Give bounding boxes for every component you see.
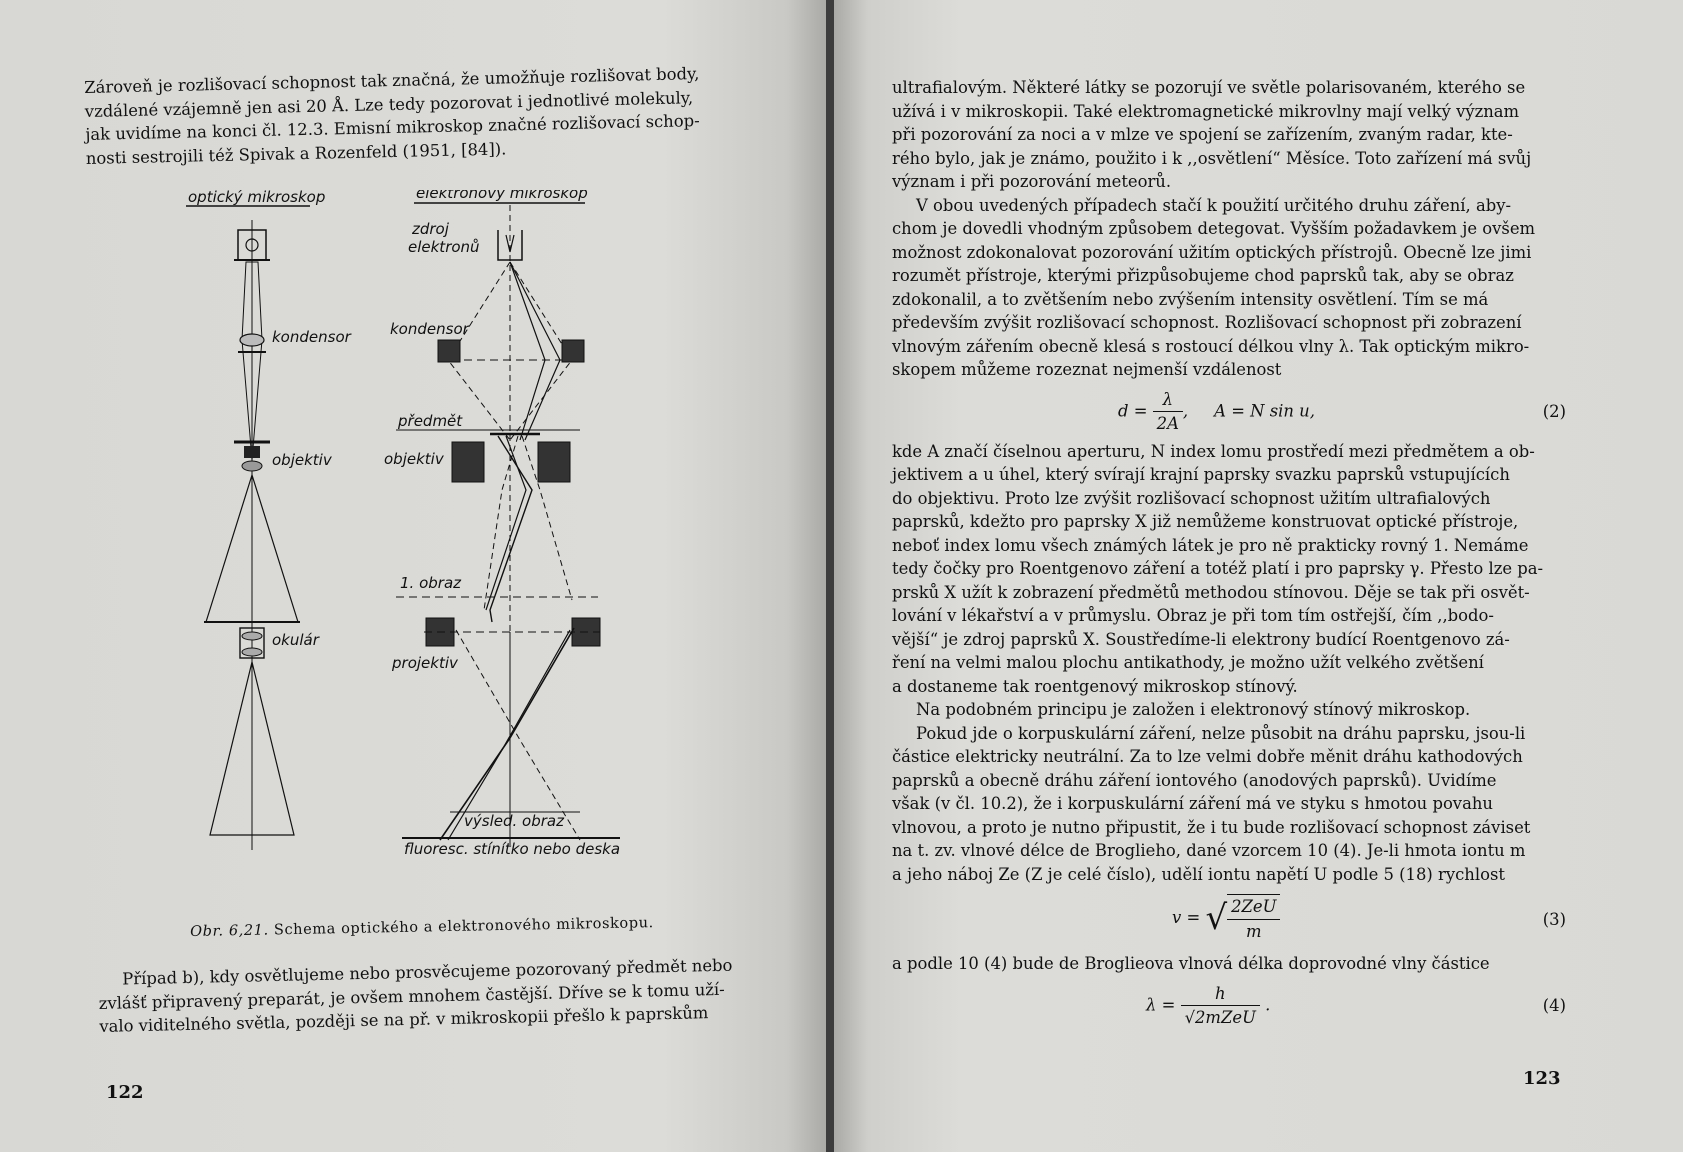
eq3-num: 2ZeU (1227, 895, 1280, 920)
text-line: ultrafialovým. Některé látky se pozorují ve světle polarisovaném, kterého se (892, 78, 1526, 97)
eq4-den: √2mZeU (1184, 1008, 1256, 1027)
eq3-lhs: v = (1172, 908, 1201, 927)
text-line: vlnovým zářením obecně klesá s rostoucí délkou vlny λ. Tak optickým mikro- (892, 336, 1530, 356)
text-line: při pozorování za noci a v mlze ve spojení se zařízením, zvaným radar, kte- (892, 125, 1513, 144)
eq2-fraction (1153, 388, 1183, 436)
text-line: chom je dovedli vhodným způsobem detegovat. Vyšším požadavkem je ovšem (892, 219, 1536, 238)
text-line: prsků X užít k zobrazení předmětů methodou stínovou. Děje se tak při osvět- (892, 582, 1530, 602)
optical-title: optický mikroskop (188, 190, 326, 206)
text-line: částice elektricky neutrální. Za to lze velmi dobře měnit dráhu kathodových (892, 747, 1523, 766)
equation-4 (892, 976, 1566, 1038)
text-line: význam i při pozorování meteorů. (892, 172, 1172, 191)
eq3-number: (3) (1542, 910, 1566, 929)
text-line: jak uvidíme na konci čl. 12.3. Emisní mikroskop značné rozlišovací schop- (85, 111, 700, 144)
eq2-number: (2) (1542, 401, 1566, 421)
eq2-den: 2A (1156, 414, 1179, 433)
label-kondensor-el: kondensor (390, 320, 469, 338)
sqrt-icon: √ (1205, 897, 1228, 938)
text-line: a dostaneme tak roentgenový mikroskop stínový. (892, 676, 1298, 696)
text-line: vější“ je zdroj paprsků X. Soustředíme-li elektrony budící Roentgenovo zá- (892, 629, 1510, 649)
text-line: vzdálené vzájemně jen asi 20 Å. Lze tedy pozorovat i jednotlivé molekuly, (84, 87, 694, 121)
eq2-rest: , A = N sin u, (1182, 401, 1315, 420)
objective-coil-right (538, 442, 570, 482)
caption-text: Schema optického a elektronového mikroskopu. (273, 915, 654, 939)
text-line: paprsků a obecně dráhu záření iontového (anodových paprsků). Uvidíme (892, 770, 1497, 790)
label-predmet: předmět (398, 412, 463, 430)
text-line: na t. zv. vlnové délce de Broglieho, dané vzorcem 10 (4). Je-li hmota iontu m (892, 841, 1526, 860)
microscope-figure (180, 190, 700, 920)
text-line: a podle 10 (4) bude de Broglieova vlnová délka doprovodné vlny částice (892, 954, 1490, 973)
label-kondensor-opt: kondensor (272, 328, 351, 346)
condenser-coil-left (438, 340, 460, 362)
electron-title: elektronový mikroskop (416, 190, 588, 202)
text-line: valo viditelného světla, později se na př. v mikroskopii přešlo k paprskům (99, 1003, 709, 1036)
left-page (0, 0, 828, 1152)
text-line: rozumět přístroje, kterými přizpůsobujeme chod paprsků tak, aby se obraz (892, 266, 1514, 285)
eq3-den: m (1246, 921, 1262, 941)
text-line: zvlášť připravený preparát, je ovšem mnohem častější. Dříve se k tomu uží- (98, 979, 725, 1013)
condenser-coil-right (562, 340, 584, 362)
text-line: rého bylo, jak je známo, použito i k ,,osvětlení“ Měsíce. Toto zařízení má svůj (892, 148, 1532, 168)
text-line: V obou uvedených případech stačí k použití určitého druhu záření, aby- (916, 195, 1512, 215)
equation-3 (892, 886, 1566, 952)
text-line: skopem můžeme rozeznat nejmenší vzdálenost (892, 360, 1282, 379)
text-line: Zároveň je rozlišovací schopnost tak značná, že umožňuje rozlišovat body, (84, 64, 700, 97)
label-vysled: výsled. obraz (464, 812, 564, 830)
text-line: tedy čočky pro Roentgenovo záření a totéž platí i pro paprsky γ. Přesto lze pa- (892, 559, 1544, 578)
objective-lens-optical (234, 442, 270, 471)
text-line: lování v lékařství a v průmyslu. Obraz je při tom tím ostřejší, čím ,,bodo- (892, 606, 1494, 625)
caption-label: Obr. 6,21. (190, 922, 269, 940)
left-bottom-paragraph (98, 953, 775, 1039)
label-zdroj-1: zdroj (412, 220, 449, 238)
text-line: ření na velmi malou plochu antikathody, je možno užít velkého zvětšení (892, 653, 1484, 672)
label-zdroj-2: elektronů (408, 238, 480, 256)
text-line: především zvýšit rozlišovací schopnost. Rozlišovací schopnost při zobrazení (892, 313, 1522, 332)
label-okular: okulár (272, 631, 319, 649)
label-objektiv-opt: objektiv (272, 451, 332, 469)
text-line: užívá i v mikroskopii. Také elektromagnetické mikrovlny mají velký význam (892, 101, 1520, 121)
eq2-lhs: d = (1118, 401, 1148, 420)
text-line: zdokonalil, a to zvětšením nebo zvýšením intensity osvětlení. Tím se má (892, 289, 1489, 309)
eq4-lhs: λ = (1146, 995, 1176, 1014)
eq4-fraction (1181, 982, 1260, 1030)
page-number-right: 123 (1523, 1068, 1561, 1089)
microscope-diagram (180, 190, 700, 920)
eq4-num: h (1181, 982, 1260, 1007)
eq4-rest: . (1259, 995, 1271, 1014)
text-line: Na podobném principu je založen i elektronový stínový mikroskop. (916, 700, 1471, 719)
label-objektiv-el: objektiv (384, 450, 444, 468)
label-stinitko: fluoresc. stínítko nebo deska (404, 840, 621, 858)
text-line: a jeho náboj Ze (Z je celé číslo), udělí iontu napětí U podle 5 (18) rychlost (892, 864, 1505, 884)
text-line: neboť index lomu všech známých látek je pro ně prakticky rovný 1. Nemáme (892, 535, 1529, 555)
eq4-number: (4) (1542, 995, 1566, 1015)
text-line: jektivem a u úhel, který svírají krajní paprsky svazku paprsků vstupujících (892, 465, 1510, 484)
eq3-fraction (1227, 894, 1280, 943)
text-line: však (v čl. 10.2), že i korpuskulární záření má ve styku s hmotou povahu (892, 794, 1493, 813)
equation-2 (892, 382, 1566, 440)
page-number-left: 122 (106, 1082, 144, 1103)
text-line: paprsků, kdežto pro paprsky X již nemůžeme konstruovat optické přístroje, (892, 512, 1519, 531)
text-line: nosti sestrojili též Spivak a Rozenfeld (1951, [84]). (85, 138, 507, 168)
label-projektiv: projektiv (392, 654, 458, 672)
label-obraz1: 1. obraz (400, 574, 462, 592)
text-line: možnost zdokonalovat pozorování užitím optických přístrojů. Obecně lze jimi (892, 242, 1532, 262)
eq2-num: λ (1153, 388, 1183, 413)
left-top-paragraph (84, 61, 758, 170)
text-line: do objektivu. Proto lze zvýšit rozlišovací schopnost užitím ultrafialových (892, 488, 1491, 508)
text-line: vlnovou, a proto je nutno připustit, že i tu bude rozlišovací schopnost záviset (892, 817, 1531, 837)
right-page-text (892, 76, 1566, 1038)
text-line: kde A značí číselnou aperturu, N index lomu prostředí mezi předmětem a ob- (892, 441, 1535, 461)
text-line: Pokud jde o korpuskulární záření, nelze působit na dráhu paprsku, jsou-li (916, 723, 1526, 743)
objective-coil-left (452, 442, 484, 482)
text-line: Případ b), kdy osvětlujeme nebo prosvěcujeme pozorovaný předmět nebo (122, 955, 733, 989)
